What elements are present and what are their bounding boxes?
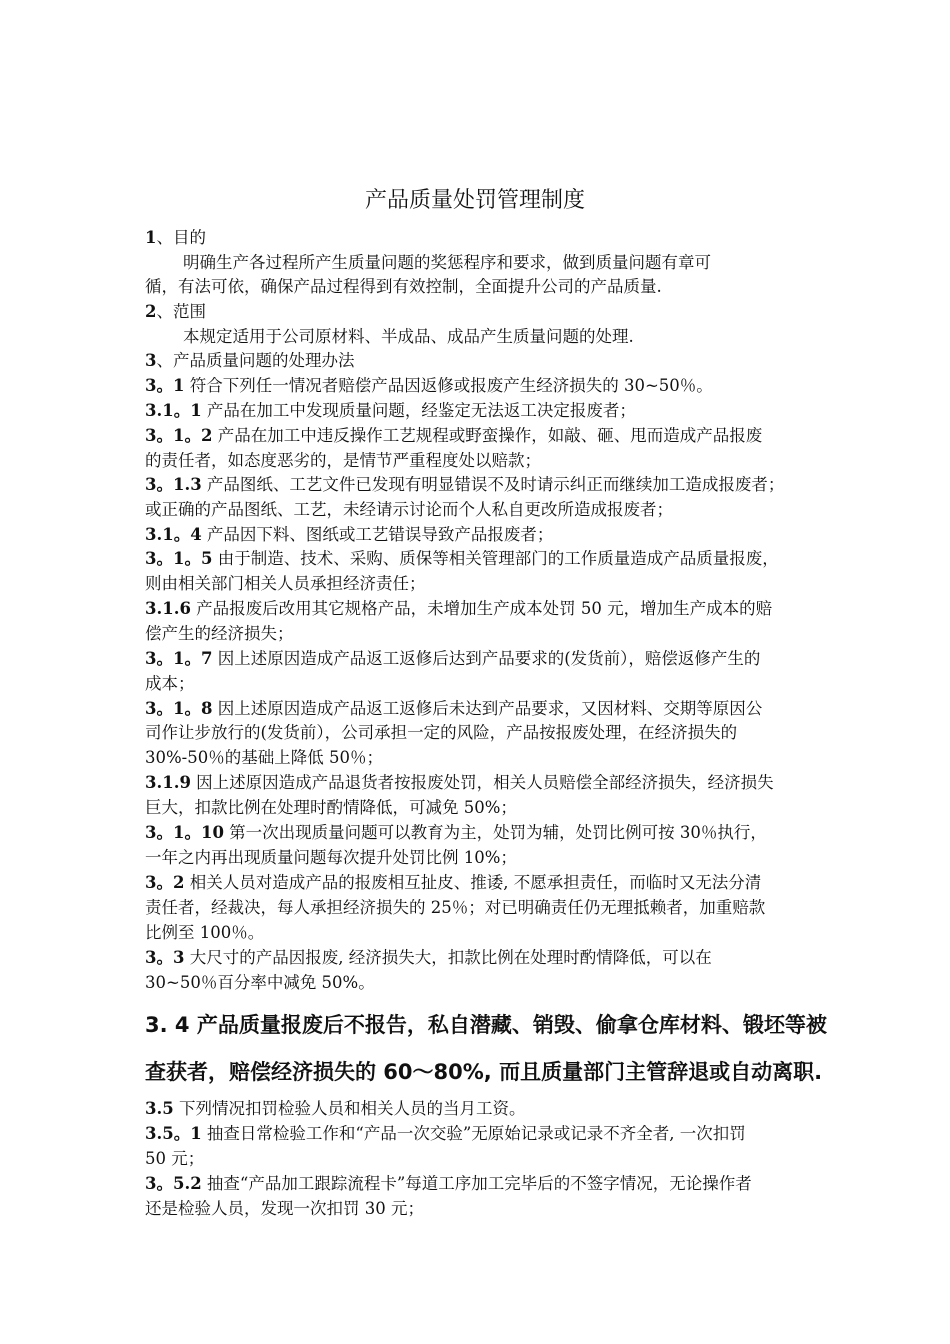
clause-line	[145, 1122, 746, 1146]
line-text: 50 元；	[145, 1149, 205, 1168]
line-text: 还是检验人员，发现一次扣罚 30 元；	[145, 1199, 424, 1218]
line-text: 的责任者，如态度恶劣的，是情节严重程度处以赔款；	[145, 451, 541, 470]
clause-number: 3。1.3	[145, 475, 202, 494]
paragraph-line	[145, 1147, 204, 1171]
clause-number: 3.5。1	[145, 1124, 202, 1143]
clause-text: 产品质量报废后不报告，私自潜藏、销毁、偷拿仓库材料、锻坯等被	[189, 1013, 827, 1037]
clause-number: 3。2	[145, 873, 185, 892]
clause-number: 3。5.2	[145, 1174, 202, 1193]
clause-text: 大尺寸的产品因报废, 经济损失大，扣款比例在处理时酌情降低，可以在	[184, 948, 712, 967]
line-text: 则由相关部门相关人员承担经济责任；	[145, 574, 426, 593]
clause-text: 抽查“产品加工跟踪流程卡”每道工序加工完毕后的不签字情况，无论操作者	[201, 1174, 752, 1193]
paragraph-line	[145, 796, 517, 820]
paragraph-line	[145, 896, 765, 920]
clause-line	[145, 547, 779, 571]
clause-number: 3. 4	[145, 1013, 190, 1037]
clause-text: 因上述原因造成产品返工返修后达到产品要求的(发货前），赔偿返修产生的	[212, 649, 761, 668]
clause-number: 3.1。4	[145, 525, 202, 544]
paragraph-line	[145, 721, 737, 745]
paragraph-line-large	[145, 1057, 822, 1087]
clause-number: 3。3	[145, 948, 185, 967]
paragraph-line	[145, 572, 426, 596]
paragraph-line	[183, 251, 711, 275]
clause-line	[145, 473, 784, 497]
paragraph-line	[145, 449, 541, 473]
line-text: 查获者，赔偿经济损失的 60～80%, 而且质量部门主管辞退或自动离职.	[145, 1060, 823, 1084]
clause-line	[145, 771, 774, 795]
paragraph-line	[145, 746, 383, 770]
line-text: 或正确的产品图纸、工艺，未经请示讨论而个人私自更改所造成报废者；	[145, 500, 673, 519]
clause-line	[145, 1172, 752, 1196]
clause-line	[145, 1097, 525, 1121]
line-text: 30%-50％的基础上降低 50％；	[145, 748, 383, 767]
clause-text: 产品报废后改用其它规格产品，未增加生产成本处罚 50 元，增加生产成本的赔	[190, 599, 773, 618]
section-heading	[145, 300, 206, 324]
section-number: 2	[145, 302, 157, 321]
clause-number: 3.1。1	[145, 401, 202, 420]
line-text: 责任者，经裁决，每人承担经济损失的 25％；对已明确责任仍无理抵赖者，加重赔款	[145, 898, 766, 917]
line-text: 比例至 100％。	[145, 923, 265, 942]
clause-number: 3。1。10	[145, 823, 224, 842]
section-heading	[145, 349, 354, 373]
clause-number: 3。1。8	[145, 699, 213, 718]
paragraph-line	[183, 325, 634, 349]
clause-number: 3.1.9	[145, 773, 191, 792]
paragraph-line	[145, 846, 517, 870]
clause-text: 符合下列任一情况者赔偿产品因返修或报废产生经济损失的 30~50％。	[184, 376, 713, 395]
clause-text: 因上述原因造成产品退货者按报废处罚，相关人员赔偿全部经济损失，经济损失	[190, 773, 774, 792]
clause-text: 产品图纸、工艺文件已发现有明显错误不及时请示纠正而继续加工造成报废者；	[201, 475, 785, 494]
paragraph-line	[145, 498, 673, 522]
section-number: 3	[145, 351, 157, 370]
clause-text: 抽查日常检验工作和“产品一次交验”无原始记录或记录不齐全者, 一次扣罚	[201, 1124, 746, 1143]
clause-number: 3。1	[145, 376, 185, 395]
paragraph-line	[145, 971, 375, 995]
clause-text: 产品因下料、图纸或工艺错误导致产品报废者；	[201, 525, 554, 544]
line-text: 循，有法可依，确保产品过程得到有效控制，全面提升公司的产品质量.	[145, 277, 662, 296]
section-number: 1	[145, 228, 157, 247]
line-text: 30~50％百分率中减免 50%。	[145, 973, 375, 992]
line-text: 明确生产各过程所产生质量问题的奖惩程序和要求，做到质量问题有章可	[183, 253, 711, 272]
clause-text: 下列情况扣罚检验人员和相关人员的当月工资。	[173, 1099, 526, 1118]
section-title: 、目的	[156, 228, 206, 247]
line-text: 偿产生的经济损失；	[145, 624, 294, 643]
line-text: 巨大，扣款比例在处理时酌情降低，可减免 50%；	[145, 798, 517, 817]
line-text: 司作让步放行的(发货前），公司承担一定的风险，产品按报废处理，在经济损失的	[145, 723, 738, 742]
paragraph-line	[145, 622, 294, 646]
paragraph-line	[145, 1197, 424, 1221]
line-text: 一年之内再出现质量问题每次提升处罚比例 10%；	[145, 848, 517, 867]
clause-line	[145, 821, 767, 845]
clause-text: 第一次出现质量问题可以教育为主，处罚为辅，处罚比例可按 30％执行，	[223, 823, 767, 842]
clause-number: 3。1。7	[145, 649, 213, 668]
section-title: 、范围	[156, 302, 206, 321]
paragraph-line	[145, 275, 662, 299]
clause-number: 3.5	[145, 1099, 174, 1118]
clause-number: 3。1。2	[145, 426, 213, 445]
clause-number: 3。1。5	[145, 549, 213, 568]
clause-text: 产品在加工中发现质量问题，经鉴定无法返工决定报废者；	[201, 401, 636, 420]
clause-text: 由于制造、技术、采购、质保等相关管理部门的工作质量造成产品质量报废，	[212, 549, 779, 568]
clause-line	[145, 647, 760, 671]
clause-number: 3.1.6	[145, 599, 191, 618]
document-title: 产品质量处罚管理制度	[364, 188, 585, 213]
section-title: 、产品质量问题的处理办法	[156, 351, 355, 370]
clause-line	[145, 523, 553, 547]
line-text: 本规定适用于公司原材料、半成品、成品产生质量问题的处理.	[183, 327, 634, 346]
clause-line	[145, 399, 636, 423]
clause-line	[145, 946, 712, 970]
clause-line	[145, 597, 772, 621]
section-heading	[145, 226, 206, 250]
clause-line	[145, 374, 713, 398]
clause-text: 因上述原因造成产品返工返修后未达到产品要求，又因材料、交期等原因公	[212, 699, 763, 718]
clause-line	[145, 424, 762, 448]
clause-text: 产品在加工中违反操作工艺规程或野蛮操作，如敲、砸、甩而造成产品报废	[212, 426, 763, 445]
line-text: 成本；	[145, 674, 195, 693]
clause-text: 相关人员对造成产品的报废相互扯皮、推诿, 不愿承担责任，而临时又无法分清	[184, 873, 762, 892]
clause-line-large	[145, 1010, 827, 1040]
clause-line	[145, 871, 761, 895]
paragraph-line	[145, 672, 195, 696]
paragraph-line	[145, 921, 264, 945]
clause-line	[145, 697, 762, 721]
